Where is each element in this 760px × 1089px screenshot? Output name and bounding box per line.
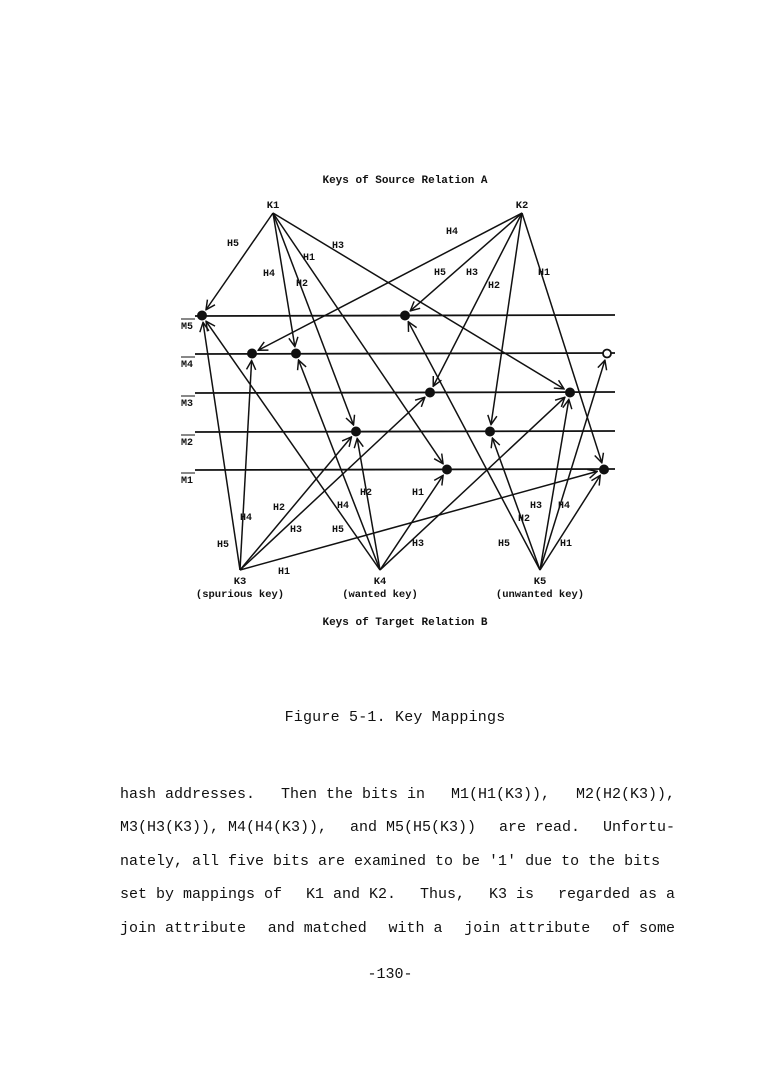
paragraph-segment: of some bbox=[611, 920, 675, 937]
paragraph-segment: with a bbox=[388, 920, 443, 937]
paragraph-segment: and M5(H5(K3)) bbox=[350, 819, 477, 836]
set-bit bbox=[600, 465, 609, 474]
hash-function-label: H2 bbox=[359, 488, 373, 499]
target-key-label: K3 bbox=[233, 576, 247, 588]
unset-bit bbox=[603, 350, 611, 358]
paragraph-line bbox=[120, 920, 675, 937]
paragraph-segment: and matched bbox=[267, 920, 367, 937]
set-bit bbox=[426, 388, 435, 397]
paragraph-segment: set by mappings of bbox=[120, 886, 283, 903]
paragraph-segment: Then the bits in bbox=[280, 786, 426, 803]
mapping-arrow-k3-h2 bbox=[240, 437, 352, 570]
hash-function-label: H1 bbox=[302, 253, 316, 264]
set-bit bbox=[401, 311, 410, 320]
paragraph-segment: K1 and K2. bbox=[306, 886, 397, 903]
hash-function-label: H5 bbox=[331, 525, 345, 536]
target-key-label: K4 bbox=[373, 576, 387, 588]
mapping-arrow-k1-h4 bbox=[273, 213, 295, 347]
page-number: -130- bbox=[367, 966, 413, 983]
target-key-note: (spurious key) bbox=[195, 589, 285, 601]
paragraph-segment: Unfortu- bbox=[602, 819, 675, 836]
hash-function-label: H2 bbox=[487, 281, 501, 292]
target-relation-label: Keys of Target Relation B bbox=[322, 617, 488, 629]
hash-function-label: H4 bbox=[557, 501, 571, 512]
target-key-note: (wanted key) bbox=[342, 589, 418, 601]
set-bit bbox=[248, 349, 257, 358]
hash-function-label: H3 bbox=[289, 525, 303, 536]
bit-array-line-m3 bbox=[195, 392, 615, 393]
mapping-arrow-k3-h4 bbox=[240, 360, 252, 570]
bit-array-label: M2 bbox=[181, 438, 194, 449]
hash-function-label: H3 bbox=[465, 268, 479, 279]
hash-function-label: H5 bbox=[216, 540, 230, 551]
bit-array-label: M4 bbox=[181, 360, 194, 371]
hash-function-label: H3 bbox=[331, 241, 345, 252]
target-key-note: (unwanted key) bbox=[495, 589, 585, 601]
bit-array-line-m4 bbox=[195, 353, 615, 354]
hash-function-label: H2 bbox=[272, 503, 286, 514]
paragraph-line bbox=[120, 819, 675, 836]
mapping-arrow-k4-h2 bbox=[357, 438, 380, 570]
hash-function-label: H2 bbox=[517, 514, 531, 525]
target-key-label: K5 bbox=[533, 576, 547, 588]
hash-function-label: H5 bbox=[433, 268, 447, 279]
hash-function-label: H2 bbox=[295, 279, 309, 290]
source-key-label: K1 bbox=[266, 200, 280, 212]
set-bit bbox=[292, 349, 301, 358]
hash-function-label: H5 bbox=[497, 539, 511, 550]
hash-function-label: H4 bbox=[262, 269, 276, 280]
mapping-arrow-k5-h5 bbox=[408, 322, 543, 570]
paragraph-segment: M3(H3(K3)), M4(H4(K3)), bbox=[120, 819, 328, 836]
mapping-arrow-k3-h5 bbox=[203, 322, 240, 570]
hash-function-label: H4 bbox=[336, 501, 350, 512]
source-key-label: K2 bbox=[515, 200, 529, 212]
hash-function-label: H1 bbox=[537, 268, 551, 279]
paragraph-line bbox=[120, 886, 675, 903]
paragraph-segment: regarded as a bbox=[557, 886, 675, 903]
set-bit bbox=[486, 427, 495, 436]
paragraph-segment: join attribute bbox=[464, 920, 591, 937]
bit-array-line-m2 bbox=[195, 431, 615, 432]
mapping-arrow-k1-h3 bbox=[273, 213, 564, 389]
mapping-arrow-k4-h3 bbox=[380, 397, 565, 570]
hash-function-label: H1 bbox=[277, 567, 291, 578]
paragraph-line bbox=[120, 786, 675, 803]
hash-function-label: H3 bbox=[529, 501, 543, 512]
hash-function-label: H4 bbox=[239, 513, 253, 524]
mapping-arrow-k1-h5 bbox=[206, 213, 276, 310]
paragraph-segment: are read. bbox=[498, 819, 580, 836]
hash-function-label: H1 bbox=[411, 488, 425, 499]
source-relation-label: Keys of Source Relation A bbox=[322, 175, 488, 187]
bit-array-label: M3 bbox=[181, 399, 194, 410]
hash-function-label: H3 bbox=[411, 539, 425, 550]
set-bit bbox=[352, 427, 361, 436]
paragraph-segment: join attribute bbox=[120, 920, 247, 937]
bit-array-label: M5 bbox=[181, 322, 194, 333]
paragraph-segment: M2(H2(K3)), bbox=[575, 786, 675, 803]
set-bit bbox=[198, 311, 207, 320]
bit-array-line-m1 bbox=[195, 469, 615, 470]
paragraph-line bbox=[120, 853, 675, 870]
paragraph-segment: K3 is bbox=[488, 886, 534, 903]
set-bit bbox=[443, 465, 452, 474]
mapping-arrow-k5-h1 bbox=[540, 475, 600, 570]
paragraph-segment: Thus, bbox=[419, 886, 465, 903]
bit-array-label: M1 bbox=[181, 476, 194, 487]
hash-function-label: H5 bbox=[226, 239, 240, 250]
paragraph-segment: M1(H1(K3)), bbox=[450, 786, 550, 803]
figure-caption: Figure 5-1. Key Mappings bbox=[284, 709, 506, 726]
hash-function-label: H1 bbox=[559, 539, 573, 550]
set-bit bbox=[566, 388, 575, 397]
paragraph-segment: hash addresses. bbox=[120, 786, 256, 803]
paragraph-segment: nately, all five bits are examined to be '1' due to the bits bbox=[120, 853, 661, 870]
mapping-arrow-k4-h5 bbox=[299, 360, 380, 570]
hash-function-label: H4 bbox=[445, 227, 459, 238]
